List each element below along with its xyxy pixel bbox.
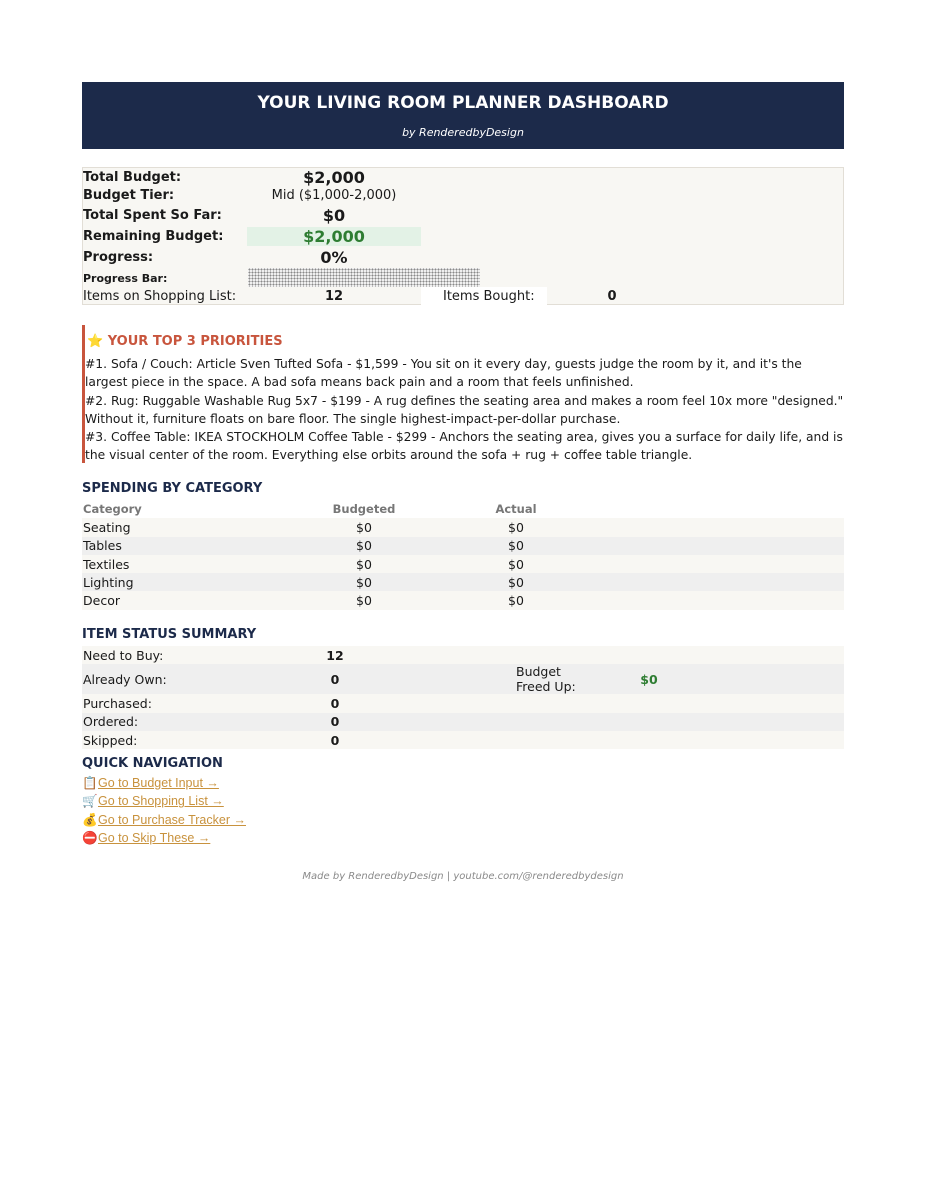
category-cell: Seating: [83, 519, 131, 535]
table-row: [82, 664, 844, 694]
spacer-cell: [426, 646, 598, 664]
remaining-budget-row: [83, 227, 843, 246]
title-banner: [82, 82, 844, 149]
status-count: 0: [330, 714, 340, 730]
remaining-budget-value: $2,000: [247, 227, 421, 246]
spending-header-row: [82, 500, 844, 518]
category-cell: Decor: [83, 593, 120, 609]
shopping-cart-icon: 🛒: [82, 794, 98, 809]
table-row: [82, 694, 844, 712]
star-icon: ⭐: [87, 334, 104, 349]
table-row: [82, 713, 844, 731]
total-budget-label: Total Budget:: [83, 170, 182, 185]
skip-these-link[interactable]: [82, 829, 382, 847]
budgeted-cell: $0: [356, 519, 372, 535]
budgeted-cell: $0: [356, 538, 372, 554]
spacer-cell: [700, 646, 844, 664]
category-cell: Textiles: [83, 556, 130, 572]
status-count: 0: [330, 695, 340, 711]
total-spent-row: [83, 206, 843, 225]
dashboard-sheet: [82, 82, 844, 305]
actual-cell: $0: [508, 574, 524, 590]
total-budget-value: $2,000: [303, 168, 365, 187]
spacer-cell: [592, 555, 844, 573]
spending-title: SPENDING BY CATEGORY: [82, 481, 263, 496]
items-row: [83, 287, 843, 306]
status-count: 12: [326, 647, 344, 663]
page-title: YOUR LIVING ROOM PLANNER DASHBOARD: [257, 93, 669, 113]
items-on-list-value: 12: [324, 289, 344, 304]
spacer-cell: [426, 694, 844, 712]
spacer-cell: [592, 518, 844, 536]
priority-item: #1. Sofa / Couch: Article Sven Tufted Sofa - $1,599 - You sit on it every day, guests judge the room by it, and it's the largest piece in the space. A bad sofa means back pain and a room that feels unfinished.: [85, 357, 802, 390]
spending-table: [82, 500, 844, 610]
status-count: 0: [330, 671, 340, 687]
actual-cell: $0: [508, 556, 524, 572]
link-label: Go to Purchase Tracker →: [98, 812, 246, 827]
spacer-cell: [592, 573, 844, 591]
progress-label: Progress:: [83, 250, 154, 265]
status-count: 0: [330, 732, 340, 748]
category-cell: Lighting: [83, 574, 134, 590]
spacer-cell: [426, 731, 844, 749]
status-label: Already Own:: [83, 671, 167, 687]
total-spent-value: $0: [322, 206, 346, 225]
no-entry-icon: ⛔: [82, 830, 98, 845]
priorities-list: [85, 355, 847, 465]
status-title: ITEM STATUS SUMMARY: [82, 627, 257, 642]
link-label: Go to Budget Input →: [98, 776, 219, 790]
column-header: Budgeted: [332, 502, 396, 517]
status-section: [82, 627, 844, 749]
table-row: [82, 731, 844, 749]
budget-summary: [82, 167, 844, 305]
top-priorities: [82, 325, 847, 463]
remaining-budget-label: Remaining Budget:: [83, 229, 224, 244]
table-row: [82, 518, 844, 536]
actual-cell: $0: [508, 519, 524, 535]
table-row: [82, 591, 844, 609]
spacer-cell: [598, 646, 700, 664]
footer-credit: Made by RenderedbyDesign | youtube.com/@renderedbydesign: [302, 871, 624, 882]
status-table: [82, 646, 844, 749]
priority-item: #3. Coffee Table: IKEA STOCKHOLM Coffee Table - $299 - Anchors the seating area, gives you a surface for daily life, and is the visual center of the room. Everything else orbits around the sofa + rug + coffee table triangle.: [85, 430, 843, 463]
actual-cell: $0: [508, 538, 524, 554]
link-label: Go to Skip These →: [98, 830, 211, 845]
items-on-list-label: Items on Shopping List:: [83, 289, 237, 304]
progress-bar-label: Progress Bar:: [83, 272, 168, 285]
budget-freed-label: Budget Freed Up:: [516, 664, 576, 695]
priorities-title: [87, 334, 283, 349]
spending-section: [82, 481, 844, 610]
status-label: Need to Buy:: [83, 647, 164, 663]
status-label: Skipped:: [83, 732, 138, 748]
budget-input-link[interactable]: [82, 774, 382, 792]
progress-row: [83, 248, 843, 267]
table-row: [82, 646, 844, 664]
category-cell: Tables: [83, 538, 122, 554]
budgeted-cell: $0: [356, 593, 372, 609]
spacer-cell: [700, 664, 844, 694]
table-row: [82, 573, 844, 591]
progress-bar: [248, 268, 480, 287]
spacer-cell: [592, 537, 844, 555]
total-budget-row: [83, 168, 843, 187]
budget-freed-value: $0: [640, 671, 658, 687]
spacer-cell: [592, 500, 844, 518]
status-label: Ordered:: [83, 714, 139, 730]
spacer-cell: [426, 713, 844, 731]
items-bought-label: Items Bought:: [421, 287, 547, 306]
budget-tier-label: Budget Tier:: [83, 188, 175, 203]
notepad-icon: 📋: [82, 776, 98, 790]
table-row: [82, 555, 844, 573]
budget-tier-value: Mid ($1,000-2,000): [271, 188, 397, 203]
quick-navigation: [82, 756, 382, 847]
status-label: Purchased:: [83, 695, 152, 711]
progress-value: 0%: [320, 248, 348, 267]
priorities-title-text: YOUR TOP 3 PRIORITIES: [107, 334, 283, 349]
purchase-tracker-link[interactable]: [82, 811, 382, 829]
budgeted-cell: $0: [356, 556, 372, 572]
actual-cell: $0: [508, 593, 524, 609]
items-bought-value: 0: [607, 289, 617, 304]
column-header: Actual: [495, 502, 537, 517]
column-header: Category: [83, 502, 142, 517]
money-bag-icon: 💰: [82, 812, 98, 827]
total-spent-label: Total Spent So Far:: [83, 208, 222, 223]
link-label: Go to Shopping List →: [98, 794, 224, 809]
shopping-list-link[interactable]: [82, 792, 382, 810]
budget-tier-row: [83, 186, 843, 205]
priority-item: #2. Rug: Ruggable Washable Rug 5x7 - $199 - A rug defines the seating area and makes a room feel 10x more "designed." Without it, furniture floats on bare floor. The single highest-impact-per-dollar purchase.: [85, 393, 844, 426]
byline: by RenderedbyDesign: [402, 126, 524, 139]
navigation-title: QUICK NAVIGATION: [82, 756, 223, 771]
table-row: [82, 537, 844, 555]
spacer-cell: [592, 591, 844, 609]
budgeted-cell: $0: [356, 574, 372, 590]
